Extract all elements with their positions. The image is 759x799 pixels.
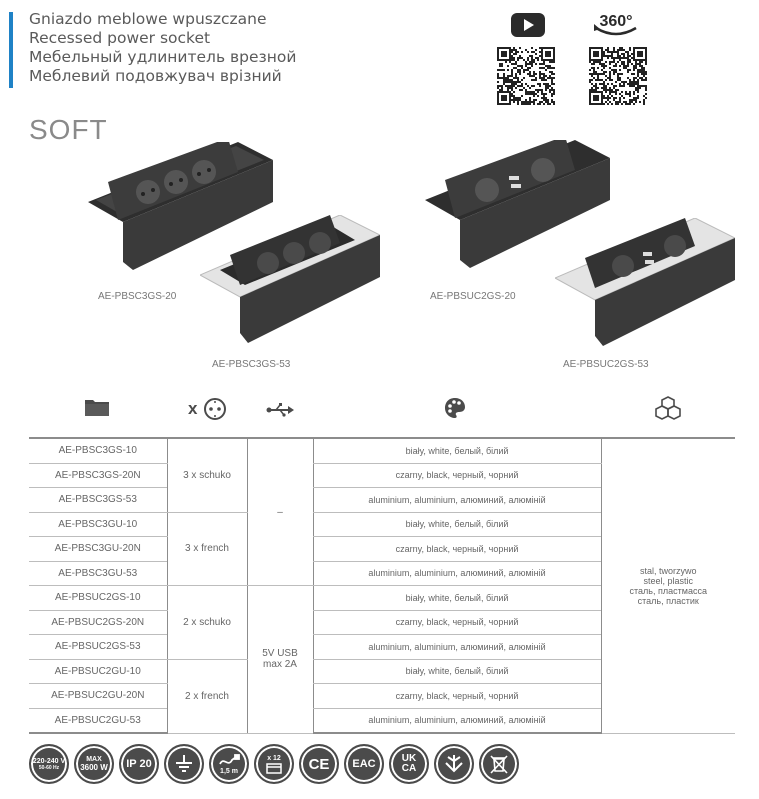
color-variant: czarny, black, черный, чорний	[313, 610, 601, 635]
usb-icon	[266, 402, 294, 421]
usb-spec	[247, 586, 313, 734]
socket-type: 3 x french	[167, 512, 247, 586]
weee-bin-icon	[479, 744, 519, 784]
usb-none: –	[277, 506, 283, 518]
socket-type: 3 x schuko	[167, 438, 247, 512]
color-variant: biały, white, белый, білий	[313, 438, 601, 463]
usb-spec	[247, 438, 313, 586]
product-caption: AE-PBSC3GS-53	[212, 359, 291, 370]
product-name: SOFT	[29, 114, 108, 145]
material-line: сталь, пластмасса	[629, 585, 707, 596]
material-cubes-icon	[655, 396, 681, 424]
product-code: AE-PBSUC2GU-10	[29, 659, 167, 684]
usb-line2: max 2A	[263, 659, 297, 671]
color-variant: aluminium, aluminium, алюминий, алюміній	[313, 488, 601, 513]
ip-label: IP 20	[126, 758, 152, 770]
ce-label: CE	[308, 755, 330, 773]
pack-count: x 12	[267, 754, 281, 762]
product-code: AE-PBSUC2GS-53	[29, 635, 167, 660]
voltage-badge	[29, 744, 69, 784]
qr-code-icon[interactable]	[497, 47, 555, 105]
product-code: AE-PBSC3GS-53	[29, 488, 167, 513]
socket-count-label: x	[188, 399, 198, 418]
title-ua: Меблевий подовжувач врізний	[29, 67, 282, 85]
youtube-icon[interactable]	[511, 13, 545, 41]
product-code: AE-PBSUC2GS-20N	[29, 610, 167, 635]
eac-mark-icon	[344, 744, 384, 784]
rotate-360-icon[interactable]	[592, 10, 640, 42]
voltage-bottom: 50-60 Hz	[38, 764, 60, 771]
material-line: сталь, пластик	[637, 595, 699, 606]
product-code: AE-PBSUC2GU-53	[29, 708, 167, 733]
color-variant: aluminium, aluminium, алюминий, алюміній	[313, 635, 601, 660]
product-code: AE-PBSUC2GS-10	[29, 586, 167, 611]
folder-icon	[84, 397, 110, 421]
palette-icon	[444, 397, 466, 423]
material-line: steel, plastic	[643, 575, 694, 586]
certification-badges	[29, 744, 519, 784]
socket-type: 2 x schuko	[167, 586, 247, 660]
product-code: AE-PBSC3GU-20N	[29, 537, 167, 562]
max-top: MAX	[86, 756, 102, 763]
title-en: Recessed power socket	[29, 29, 211, 47]
color-variant: czarny, black, черный, чорний	[313, 537, 601, 562]
ukca-mark-icon	[389, 744, 429, 784]
title-ru: Мебельный удлинитель врезной	[29, 48, 297, 66]
cable-icon	[209, 744, 249, 784]
product-code: AE-PBSC3GU-53	[29, 561, 167, 586]
ce-mark-icon	[299, 744, 339, 784]
spec-table	[29, 437, 735, 734]
rotate-360-label: 360°	[599, 13, 633, 30]
accent-bar	[9, 12, 13, 88]
ip-rating-badge	[119, 744, 159, 784]
product-code: AE-PBSC3GU-10	[29, 512, 167, 537]
product-image-alu-3schuko	[200, 215, 380, 349]
qr-code-icon[interactable]	[589, 47, 647, 105]
product-caption: AE-PBSC3GS-20	[98, 291, 177, 302]
color-variant: aluminium, aluminium, алюминий, алюміній	[313, 708, 601, 733]
ukca-bottom: CA	[401, 763, 417, 774]
product-code: AE-PBSC3GS-20N	[29, 463, 167, 488]
color-variant: aluminium, aluminium, алюминий, алюміній	[313, 561, 601, 586]
material-line: stal, tworzywo	[639, 565, 697, 576]
color-variant: biały, white, белый, білий	[313, 659, 601, 684]
usb-line1: 5V USB	[262, 648, 298, 660]
cable-length: 1,5 m	[220, 767, 238, 775]
max-power-badge	[74, 744, 114, 784]
max-bottom: 3600 W	[80, 763, 108, 772]
table-row	[29, 438, 735, 463]
product-code: AE-PBSC3GS-10	[29, 438, 167, 463]
product-caption: AE-PBSUC2GS-20	[430, 291, 516, 302]
color-variant: czarny, black, черный, чорний	[313, 684, 601, 709]
color-variant: biały, white, белый, білий	[313, 586, 601, 611]
socket-count-icon	[188, 398, 227, 420]
voltage-top: 220-240 V	[32, 757, 66, 765]
socket-type: 2 x french	[167, 659, 247, 733]
box-pack-icon	[254, 744, 294, 784]
ukca-top: UK	[401, 753, 417, 764]
title-block	[29, 10, 296, 86]
material	[601, 438, 735, 733]
title-pl: Gniazdo meblowe wpuszczane	[29, 10, 267, 28]
product-caption: AE-PBSUC2GS-53	[563, 359, 649, 370]
grounding-icon	[164, 744, 204, 784]
color-variant: biały, white, белый, білий	[313, 512, 601, 537]
color-variant: czarny, black, черный, чорний	[313, 463, 601, 488]
product-image-alu-2schuko-usb	[555, 218, 735, 352]
recycle-icon	[434, 744, 474, 784]
eac-label: EAC	[352, 758, 376, 770]
product-code: AE-PBSUC2GU-20N	[29, 684, 167, 709]
